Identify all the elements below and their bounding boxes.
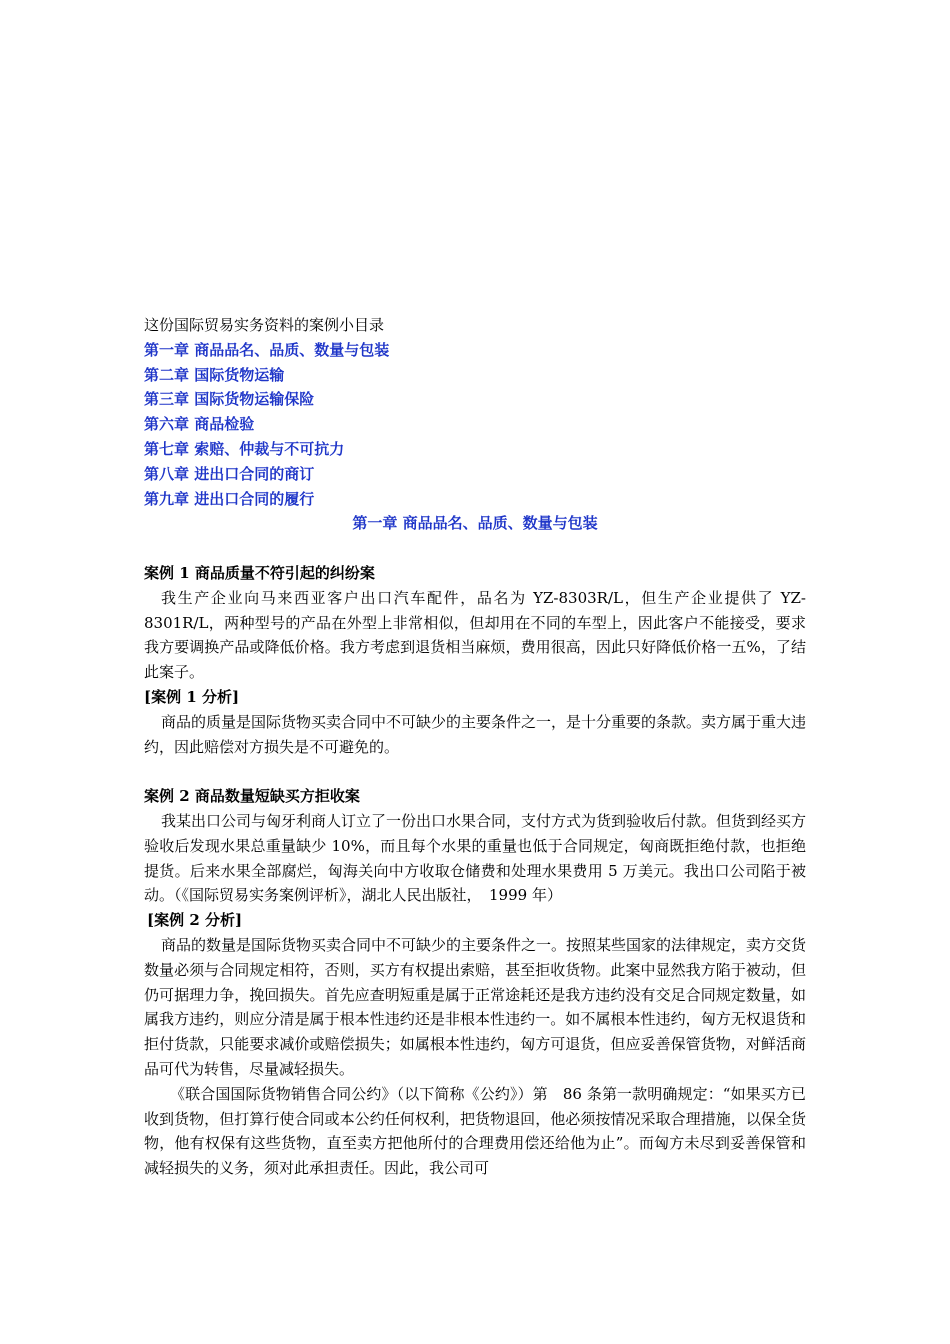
toc-list — [144, 338, 806, 512]
chapter-heading: 第一章 商品品名、品质、数量与包装 — [352, 514, 598, 533]
intro-line: 这份国际贸易实务资料的案例小目录 — [144, 316, 385, 334]
case-2-analysis-paragraph-2: 《联合国国际货物销售合同公约》（以下简称《公约》）第 86 条第一款明确规定：“如果买方已收到货物，但打算行使合同或本公约任何权利，把货物退回，他必须按情况采取合理措施，以保全货物，他有权保有这些货物，直至卖方把他所付的合理费用偿还给他为止”。而匈方未尽到妥善保管和减轻损失的义务，须对此承担责任。因此，我公司可 — [144, 1084, 806, 1178]
case-1-analysis-title: [案例 1 分析] — [144, 687, 240, 706]
case-2-analysis-title: [案例 2 分析] — [147, 911, 243, 930]
toc-item-chapter-2[interactable]: 第二章 国际货物运输 — [144, 365, 285, 384]
toc-item-chapter-6[interactable]: 第六章 商品检验 — [144, 415, 255, 434]
case-1-title: 案例 1 商品质量不符引起的纠纷案 — [144, 563, 375, 582]
toc-item-chapter-1[interactable]: 第一章 商品品名、品质、数量与包装 — [144, 340, 390, 359]
case-2-title: 案例 2 商品数量短缺买方拒收案 — [144, 787, 360, 806]
toc-item-chapter-8[interactable]: 第八章 进出口合同的商订 — [144, 464, 315, 483]
blank-line — [144, 759, 806, 784]
toc-item-chapter-9[interactable]: 第九章 进出口合同的履行 — [144, 489, 315, 508]
case-1-body: 我生产企业向马来西亚客户出口汽车配件，品名为 YZ-8303R/L，但生产企业提供了 YZ-8301R/L，两种型号的产品在外型上非常相似，但却用在不同的车型上，因此客户不能接受，要求我方要调换产品或降低价格。我方考虑到退货相当麻烦，费用很高，因此只好降低价格一五%，了结此案子。 — [144, 588, 806, 682]
blank-line — [144, 536, 806, 561]
document-page — [144, 313, 806, 1181]
toc-item-chapter-3[interactable]: 第三章 国际货物运输保险 — [144, 390, 315, 409]
toc-item-chapter-7[interactable]: 第七章 索赔、仲裁与不可抗力 — [144, 439, 345, 458]
case-1-analysis: 商品的质量是国际货物买卖合同中不可缺少的主要条件之一，是十分重要的条款。卖方属于重大违约，因此赔偿对方损失是不可避免的。 — [144, 712, 807, 756]
case-2-body: 我某出口公司与匈牙利商人订立了一份出口水果合同，支付方式为货到验收后付款。但货到经买方验收后发现水果总重量缺少 10%，而且每个水果的重量也低于合同规定，匈商既拒绝付款，也拒绝提货。后来水果全部腐烂，匈海关向中方收取仓储费和处理水果费用 5 万美元。我出口公司陷于被动。（《国际贸易实务案例评析》，湖北人民出版社， 1999 年） — [144, 811, 807, 905]
case-2-analysis-paragraph-1: 商品的数量是国际货物买卖合同中不可缺少的主要条件之一。按照某些国家的法律规定，卖方交货数量必须与合同规定相符，否则，买方有权提出索赔，甚至拒收货物。此案中显然我方陷于被动，但仍可据理力争，挽回损失。首先应查明短重是属于正常途耗还是我方违约没有交足合同规定数量，如属我方违约，则应分清是属于根本性违约还是非根本性违约一。如不属根本性违约，匈方无权退货和拒付货款，只能要求减价或赔偿损失；如属根本性违约，匈方可退货，但应妥善保管货物，对鲜活商品可代为转售，尽量减轻损失。 — [144, 935, 807, 1078]
